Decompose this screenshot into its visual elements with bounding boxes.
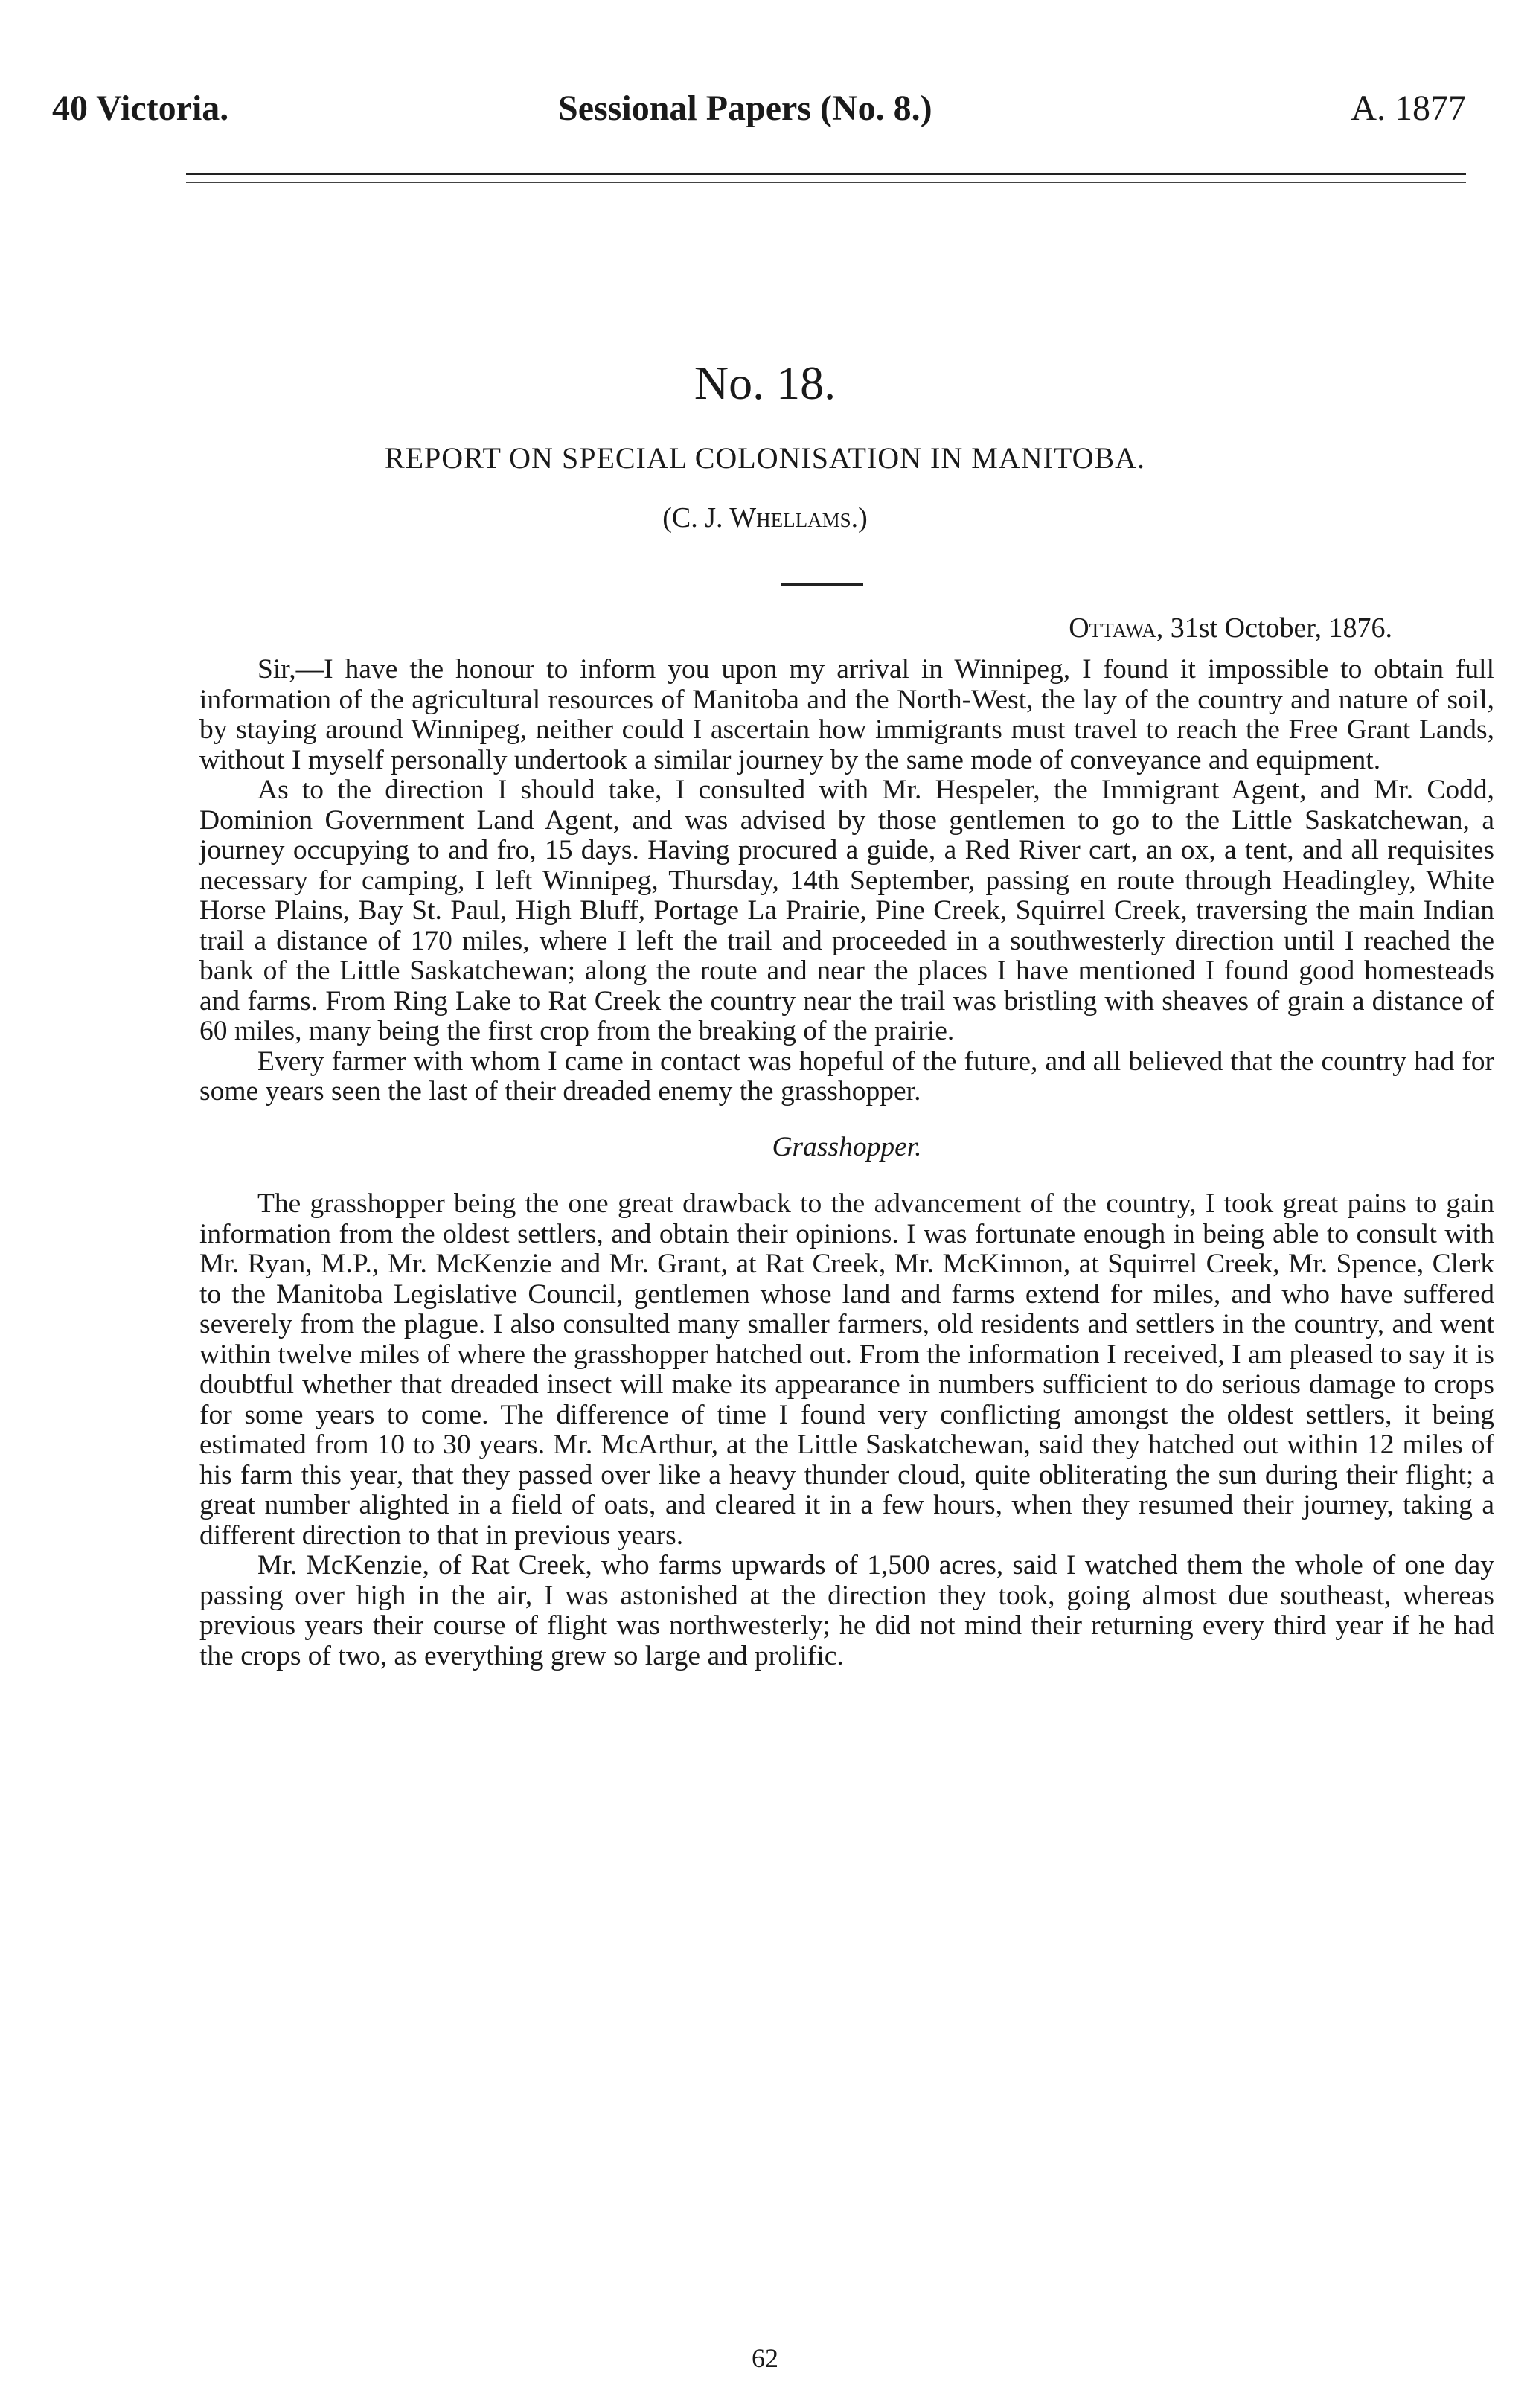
section-heading: Grasshopper.	[772, 1131, 922, 1162]
paragraph-grasshopper: The grasshopper being the one great drawback to the advancement of the country, I took great pains to gain information from the oldest settlers, and obtain their opinions. I was fortunate enough in being able to consult with Mr. Ryan, M.P., Mr. McKenzie and Mr. Grant, at Rat Creek, Mr. McKinnon, at Squirrel Creek, Mr. Spence, Clerk to the Manitoba Legislative Council, gentlemen whose land and farms extend for miles, and who have suffered severely from the plague. I also consulted many smaller farmers, old residents and settlers in the country, and went within twelve miles of where the grasshopper hatched out. From the information I received, I am pleased to say it is doubtful whether that dreaded insect will make its appearance in numbers sufficient to do serious damage to crops for some years to come. The difference of time I found very conflicting amongst the oldest settlers, it being estimated from 10 to 30 years. Mr. McArthur, at the Little Saskatchewan, said they hatched out within 12 miles of his farm this year, that they passed over like a heavy thunder cloud, quite obliterating the sun during their flight; a great number alighted in a field of oats, and cleared it in a few hours, when they resumed their journey, taking a different direction to that in previous years.	[199, 1188, 1494, 1551]
dateline-date: 31st October, 1876.	[1170, 612, 1392, 644]
header-volume: 40 Victoria.	[52, 89, 229, 128]
dateline	[1069, 612, 1392, 644]
header-series: Sessional Papers (No. 8.)	[558, 89, 932, 128]
title-divider	[781, 583, 863, 586]
document-number: No. 18.	[694, 356, 836, 409]
running-head	[52, 88, 1466, 147]
header-rule-secondary	[186, 182, 1466, 183]
header-year: A. 1877	[1351, 89, 1466, 128]
page-number: 62	[752, 2343, 778, 2373]
paragraph-salutation: Sir,—I have the honour to inform you upon my arrival in Winnipeg, I found it impossible to obtain full information of the agricultural resources of Manitoba and the North-West, the lay of the country and nature of soil, by staying around Winnipeg, neither could I ascertain how immigrants must travel to reach the Free Grant Lands, without I myself personally undertook a similar journey by the same mode of conveyance and equipment.	[199, 654, 1494, 775]
paragraph-mckenzie: Mr. McKenzie, of Rat Creek, who farms upwards of 1,500 acres, said I watched them the whole of one day passing over high in the air, I was astonished at the direction they took, going almost due southeast, whereas previous years their course of flight was northwesterly; he did not mind their returning every third year if he had the crops of two, as everything grew so large and prolific.	[199, 1550, 1494, 1671]
report-author: (C. J. Whellams.)	[662, 502, 868, 534]
paragraph-farmers: Every farmer with whom I came in contact was hopeful of the future, and all believed that the country had for some years seen the last of their dreaded enemy the grasshopper.	[199, 1046, 1494, 1107]
report-body	[199, 655, 1494, 1671]
paragraph-direction: As to the direction I should take, I consulted with Mr. Hespeler, the Immigrant Agent, and Mr. Codd, Dominion Government Land Agent, and was advised by those gentlemen to go to the Little Saskatchewan, a journey occupying to and fro, 15 days. Having procured a guide, a Red River cart, an ox, a tent, and all requisites necessary for camping, I left Winnipeg, Thursday, 14th September, passing en route through Headingley, White Horse Plains, Bay St. Paul, High Bluff, Portage La Prairie, Pine Creek, Squirrel Creek, traversing the main Indian trail a distance of 170 miles, where I left the trail and proceeded in a southwesterly direction until I reached the bank of the Little Saskatchewan; along the route and near the places I have mentioned I found good homesteads and farms. From Ring Lake to Rat Creek the country near the trail was bristling with sheaves of grain a distance of 60 miles, many being the first crop from the breaking of the prairie.	[199, 775, 1494, 1046]
report-title: REPORT ON SPECIAL COLONISATION IN MANITOBA.	[384, 441, 1146, 475]
header-rule	[186, 173, 1466, 175]
dateline-place: Ottawa,	[1069, 612, 1164, 644]
